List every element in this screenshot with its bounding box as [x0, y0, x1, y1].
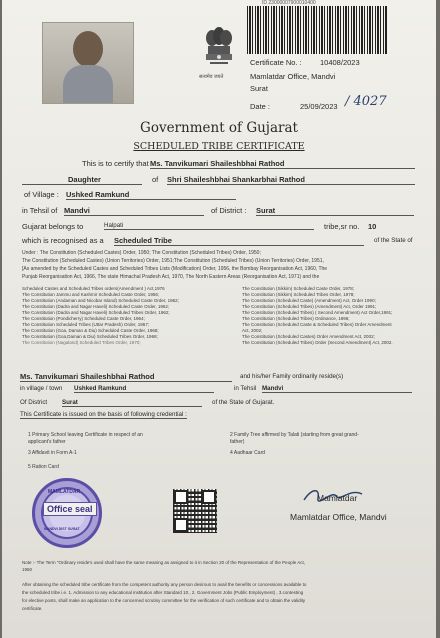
village: Ushked Ramkund	[66, 190, 236, 200]
district: Surat	[256, 206, 414, 216]
footer-line-4: certificate.	[22, 606, 43, 611]
order-right-item: Act, 2002;	[242, 328, 263, 333]
village-label: of Village :	[24, 190, 59, 199]
under-line-1: Under : The Constitution (Scheduled Castes) Order, 1950; The Constitution (Scheduled Tribes) Order, 1950;	[22, 250, 261, 256]
tehsil: Mandvi	[64, 206, 204, 216]
tribe-no: 10	[368, 222, 377, 231]
office-seal-label: Office seal	[43, 502, 97, 516]
credential-item: 2 Family Tree affirmed by Talati (starting from great grand-	[230, 432, 359, 438]
residence-tehsil-label: in Tehsil	[234, 385, 257, 392]
barcode-number: ID 23000007900010400	[262, 0, 316, 6]
recognised-as: Scheduled Tribe	[114, 236, 364, 246]
order-right-item: The Constitution (Scheduled Caste & Scheduled Tribes) Order Amendment	[242, 322, 392, 327]
order-right-item: The Constitution (Scheduled Tribes) Order (Second Amendment) Act, 2002.	[242, 340, 393, 345]
footer-line-2: the scheduled tribe i.e. 1. Admission to any educational institution after Standard 10., 2. Government Jobs (Public Employment) , 3.contesting	[22, 590, 304, 595]
office-seal-stamp: MAMLATDAR MANDVI DIST SURAT	[32, 478, 102, 548]
date-label: Date :	[250, 102, 271, 111]
order-right-item: The Constitution (Scheduled Tribes) Ordinance, 1996;	[242, 316, 350, 321]
applicant-name: Ms. Tanvikumari Shaileshbhai Rathod	[150, 159, 415, 169]
handwritten-date-note: / 4027	[345, 94, 387, 109]
order-right-item: The Constitution (Scheduled Tribes) (Amendment) Act, Order 1991;	[242, 304, 377, 309]
certificate-no: 10408/2023	[320, 58, 360, 67]
order-right-item: The Constitution (Scheduled Caste) (Amendment) Act, Order 1990;	[242, 298, 376, 303]
order-left-item: The Constitution Jammu and Kashmir Scheduled Caste Order, 1956;	[22, 292, 160, 297]
signature-text: Mamlatdar	[317, 493, 358, 503]
residence-village-label: in village / town	[20, 385, 63, 392]
barcode	[247, 6, 387, 54]
certificate-page	[2, 0, 436, 638]
residence-tehsil: Mandvi	[262, 385, 412, 393]
order-right-item: The Constitution (Scheduled Tribes) ( Second Amendment) Act Order,1991;	[242, 310, 393, 315]
residence-state-text: of the State of Gujarat.	[212, 399, 275, 406]
under-line-4: Punjab Reorganisation Act, 1966, The state Himachal Pradesh Act, 1970, The North Eastern Areas (Reorganisation Act, 1971) and the	[22, 274, 320, 280]
of-label: of	[152, 175, 159, 184]
relation: Daughter	[22, 175, 142, 185]
order-right-item: The Constitution (Sikkim) Scheduled Caste Order, 1978;	[242, 286, 355, 291]
basis-text: This Certificate is issued on the basis of following credential :	[20, 411, 187, 418]
state-label: Gujarat belongs to	[22, 222, 84, 231]
state-of-label: of the State of	[374, 237, 413, 244]
under-line-3: [As amended by the Scheduled Castes and Scheduled Tribes Lists (Modification) Order, 1956, the Bombay Reorganisation Act, 1960, The	[22, 266, 328, 272]
certificate-title: SCHEDULED TRIBE CERTIFICATE	[133, 141, 305, 152]
tehsil-label: in Tehsil of	[22, 206, 58, 215]
credential-item: applicant's father	[28, 439, 66, 445]
order-left-item: The Constitution (Goa,Daman & Diu) Scheduled Tribes Order, 1968;	[22, 334, 158, 339]
order-left-item: The Constitution (Pondicherry) Scheduled Caste Order, 1964;	[22, 316, 145, 321]
order-right-item: The Constitution (Scheduled Castes) Order Amendment Act, 2002;	[242, 334, 375, 339]
credential-item: father)	[230, 439, 245, 445]
credential-item: 4 Aadhaar Card	[230, 450, 266, 456]
government-title: Government of Gujarat	[140, 120, 298, 136]
certify-text: This is to certify that	[82, 159, 149, 168]
order-left-item: The Constitution (Goa, Daman & Diu) Scheduled Caste Order, 1968;	[22, 328, 159, 333]
order-left-item: The Constitution (Nagaland) Scheduled Tribes Order, 1970;	[22, 340, 141, 345]
residence-village: Ushked Ramkund	[74, 385, 214, 393]
footer-line-3: for elective posts, shall make an application to the concerned scrutiny committee for the verification of such certificate and to obtain the validity	[22, 598, 306, 603]
tribe-no-label: tribe,sr no.	[324, 222, 360, 231]
office-line-1: Mamlatdar Office, Mandvi	[250, 72, 336, 81]
father-name: Shri Shaileshbhai Shankarbhai Rathod	[167, 175, 415, 185]
order-left-item: The Constitution (Dadra and Nagar Haveli) Scheduled Tribes Order, 1962;	[22, 310, 170, 315]
note-line-1: Note :- The Term "Ordinary reside's used shall have the same meaning as assigned to it in Section 20 of the Representation of the People Act,	[22, 560, 305, 565]
residence-district: Surat	[62, 399, 202, 407]
emblem-caption: सत्यमेव जयते	[199, 74, 224, 80]
order-left-item: The Constitution (Andaman and Nicobar Island) Scheduled Caste Order, 1962;	[22, 298, 179, 303]
signing-office: Mamlatdar Office, Mandvi	[290, 512, 387, 522]
office-line-2: Surat	[250, 84, 268, 93]
credential-item: 5 Ration Card	[28, 464, 59, 470]
residence-district-label: Of District	[20, 399, 48, 406]
under-line-2: The Constitution (Scheduled Castes) (Union Territories) Order, 1951;The Constitution (Scheduled Tribes) (Union Territories) Order, 1951,	[22, 258, 324, 264]
qr-code	[173, 489, 217, 533]
issue-date: 25/09/2023	[300, 102, 338, 111]
recognised-label: which is recognised as a	[22, 236, 104, 245]
order-left-item: The Constitution (Dadra and Nagar Haveli) Scheduled Caste Order, 1962;	[22, 304, 170, 309]
tribe-name: Halpati	[104, 222, 314, 230]
district-label: of District :	[211, 206, 247, 215]
certificate-no-label: Certificate No. :	[250, 58, 302, 67]
order-left-item: Scheduled Castes and Scheduled Tribes orders(Amendment ) Act,1976	[22, 286, 165, 291]
applicant-photo	[42, 22, 134, 104]
note-line-2: 1950	[22, 567, 33, 572]
family-text: and his/her Family ordinarily reside(s)	[240, 373, 344, 380]
credential-item: 1 Primary School leaving Certificate in respect of an	[28, 432, 143, 438]
order-left-item: The Constitution Scheduled Tribes (Uttar Pradesh) Order, 1967;	[22, 322, 150, 327]
credential-item: 3 Affidavit in Form A-1	[28, 450, 77, 456]
footer-line-1: After obtaining the scheduled tribe certificate from the competent authority any person desirous to avail the benefits or concessions available to	[22, 582, 307, 587]
order-right-item: The Constitution (Sikkim) Scheduled Tribes Order, 1978;	[242, 292, 355, 297]
resident-name: Ms. Tanvikumari Shaileshbhai Rathod	[20, 372, 232, 382]
state-emblem-icon	[202, 26, 236, 72]
